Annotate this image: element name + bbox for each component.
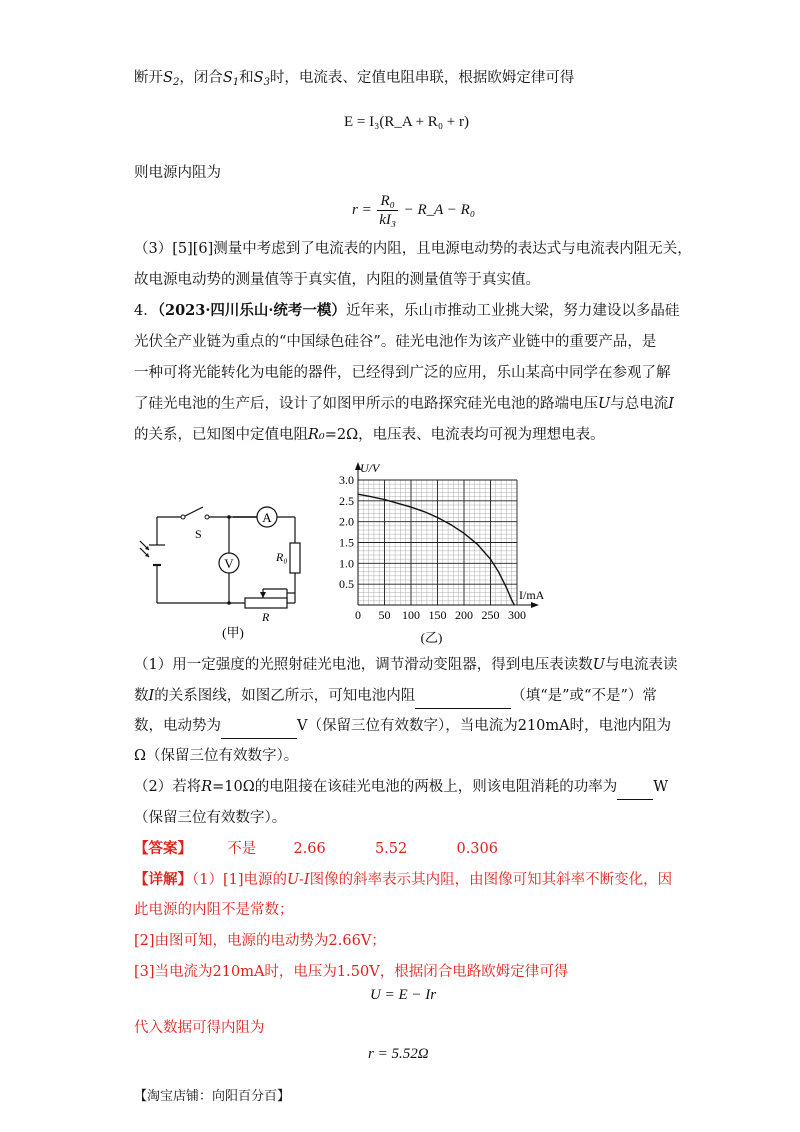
answer-value: 5.52	[374, 841, 408, 857]
chart-caption: (乙)	[420, 630, 443, 645]
text: V（保留三位有效数字），当电流为210mA时，电池内阻为	[297, 718, 672, 734]
answer-label: 【答案】	[134, 840, 192, 857]
text: ，闭合	[179, 70, 223, 86]
equation-result: r = 5.52Ω	[368, 1046, 429, 1062]
rheostat-r	[245, 598, 287, 608]
text: 了硅光电池的生产后，设计了如图甲所示的电路探究硅光电池的路端电压	[134, 396, 598, 412]
rheostat-label: R	[262, 610, 270, 624]
q2-line-1	[134, 777, 668, 800]
x-tick-label: 200	[455, 608, 473, 622]
q1-line-2	[134, 686, 657, 709]
text: 的关系，已知图中定值电阻	[134, 427, 308, 443]
q1-line-4: Ω（保留三位有效数字）。	[134, 748, 299, 764]
question-line-5	[134, 425, 605, 445]
answer-value: 不是	[227, 841, 257, 857]
footer: 【淘宝店铺：向阳百分百】	[134, 1089, 291, 1104]
resistor-r0	[290, 543, 300, 573]
text: 图像的斜率表示其内阻，由图像可知其斜率不断变化，因	[309, 872, 673, 888]
text: 与电流表读	[604, 657, 678, 673]
x-axis-arrow	[531, 602, 539, 608]
text: W	[653, 779, 669, 795]
var-u: U	[592, 657, 605, 673]
prev-p3-line2: 故电源电动势的测量值等于真实值，内阻的测量值等于真实值。	[134, 272, 540, 288]
q1-line-3	[134, 716, 671, 739]
var-i: I	[668, 396, 674, 412]
text: 和	[239, 70, 254, 86]
x-axis-label: I/mA	[519, 588, 545, 602]
equation-r	[352, 192, 475, 229]
question-line-3: 一种可将光能转化为电能的器件，已经得到广泛的应用，乐山某高中同学在参观了解	[134, 365, 671, 381]
question-source: （2023·四川乐山·统考一模）	[157, 302, 346, 319]
var-i: I	[148, 688, 155, 704]
answer-value: 2.66	[293, 841, 326, 857]
circuit-caption: (甲)	[222, 625, 244, 640]
answer-value: 0.306	[456, 841, 498, 857]
question-number: 4．	[134, 303, 158, 319]
s2-symbol: $S_2$	[163, 70, 180, 88]
u-i-chart	[325, 458, 555, 648]
switch-label: S	[195, 527, 202, 541]
y-tick-label: 2.0	[339, 514, 354, 529]
fraction	[377, 192, 397, 229]
question-line-4	[134, 394, 674, 414]
q1-line-1	[134, 655, 677, 675]
answer-blank-2[interactable]	[221, 718, 297, 739]
equation-emf: E = I₃(R_A + R₀ + r)	[344, 114, 469, 130]
text: 数，电动势为	[134, 718, 221, 734]
answer-blank-1[interactable]	[415, 688, 511, 709]
text: =2Ω，电压表、电流表均可视为理想电表。	[324, 427, 605, 443]
equation-closed-circuit: U = E − Ir	[370, 987, 437, 1003]
text: （1）用一定强度的光照射硅光电池，调节滑动变阻器，得到电压表读数	[134, 657, 593, 673]
r0-label: R₀	[276, 550, 288, 564]
var-u: U	[598, 396, 611, 412]
answer-line	[134, 839, 498, 859]
text: 时，电流表、定值电阻串联，根据欧姆定律可得	[269, 70, 575, 86]
x-tick-label: 250	[481, 608, 500, 622]
y-tick-label: 1.0	[339, 556, 354, 571]
text: （1）[1]电源的	[192, 872, 288, 888]
y-tick-label: 0.5	[339, 577, 354, 592]
var-r0: R₀	[308, 427, 325, 443]
circuit-diagram	[135, 495, 315, 645]
text: 与总电流	[610, 396, 669, 412]
y-axis-label: U/V	[360, 461, 380, 475]
x-tick-label: 100	[402, 608, 420, 622]
x-tick-label: 50	[378, 608, 391, 622]
text: 近年来，乐山市推动工业挑大梁，努力建设以多晶硅	[345, 303, 680, 319]
explain-label: 【详解】	[134, 871, 192, 888]
question-line-2: 光伏全产业链为重点的“中国绿色硅谷”。硅光电池作为该产业链中的重要产品，是	[134, 334, 657, 350]
text: =10Ω的电阻接在该硅光电池的两极上，则该电阻消耗的功率为	[212, 779, 618, 795]
explain-line-1	[134, 870, 672, 890]
var-r: R	[201, 779, 213, 795]
y-tick-label: 3.0	[339, 473, 354, 487]
prev-intro-r: 则电源内阻为	[134, 165, 221, 181]
explain-line-2: 此电源的内阻不是常数；	[134, 902, 294, 918]
text: （2）若将	[134, 779, 202, 795]
y-tick-label: 1.5	[339, 535, 354, 550]
var-ui: U-I	[287, 872, 310, 888]
y-tick-label: 2.5	[339, 493, 354, 508]
explain-line-5: 代入数据可得内阻为	[134, 1020, 265, 1036]
text: 的关系图线，如图乙所示，可知电池内阻	[154, 688, 416, 704]
explain-line-3: [2]由图可知，电源的电动势为2.66V；	[134, 933, 386, 949]
x-tick-label: 150	[428, 608, 447, 622]
answer-blank-4[interactable]	[617, 779, 653, 800]
text: 断开	[134, 70, 163, 86]
fraction-denominator: kI₃	[379, 212, 397, 228]
x-tick-label: 300	[508, 608, 526, 622]
eq-lhs: r =	[352, 201, 372, 218]
s3-symbol: $S_3$	[253, 70, 270, 88]
fraction-numerator: R₀	[377, 192, 397, 211]
voltmeter-label: V	[224, 556, 234, 571]
prev-line-1	[134, 68, 574, 93]
x-tick-label: 0	[355, 608, 361, 622]
q2-line-2: （保留三位有效数字）。	[134, 810, 287, 826]
text: （填“是”或“不是”）常	[511, 688, 657, 704]
ammeter-label: A	[262, 510, 272, 525]
s1-symbol: $S_1$	[222, 70, 240, 88]
explain-line-4: [3]当电流为210mA时，电压为1.50V，根据闭合电路欧姆定律可得	[134, 964, 569, 980]
eq-rest: − R_A − R₀	[403, 201, 476, 218]
text: 数	[134, 688, 149, 704]
question-line-1	[134, 301, 679, 321]
prev-p3-line1: （3）[5][6]测量中考虑到了电流表的内阻，且电源电动势的表达式与电流表内阻无关，	[134, 241, 692, 257]
